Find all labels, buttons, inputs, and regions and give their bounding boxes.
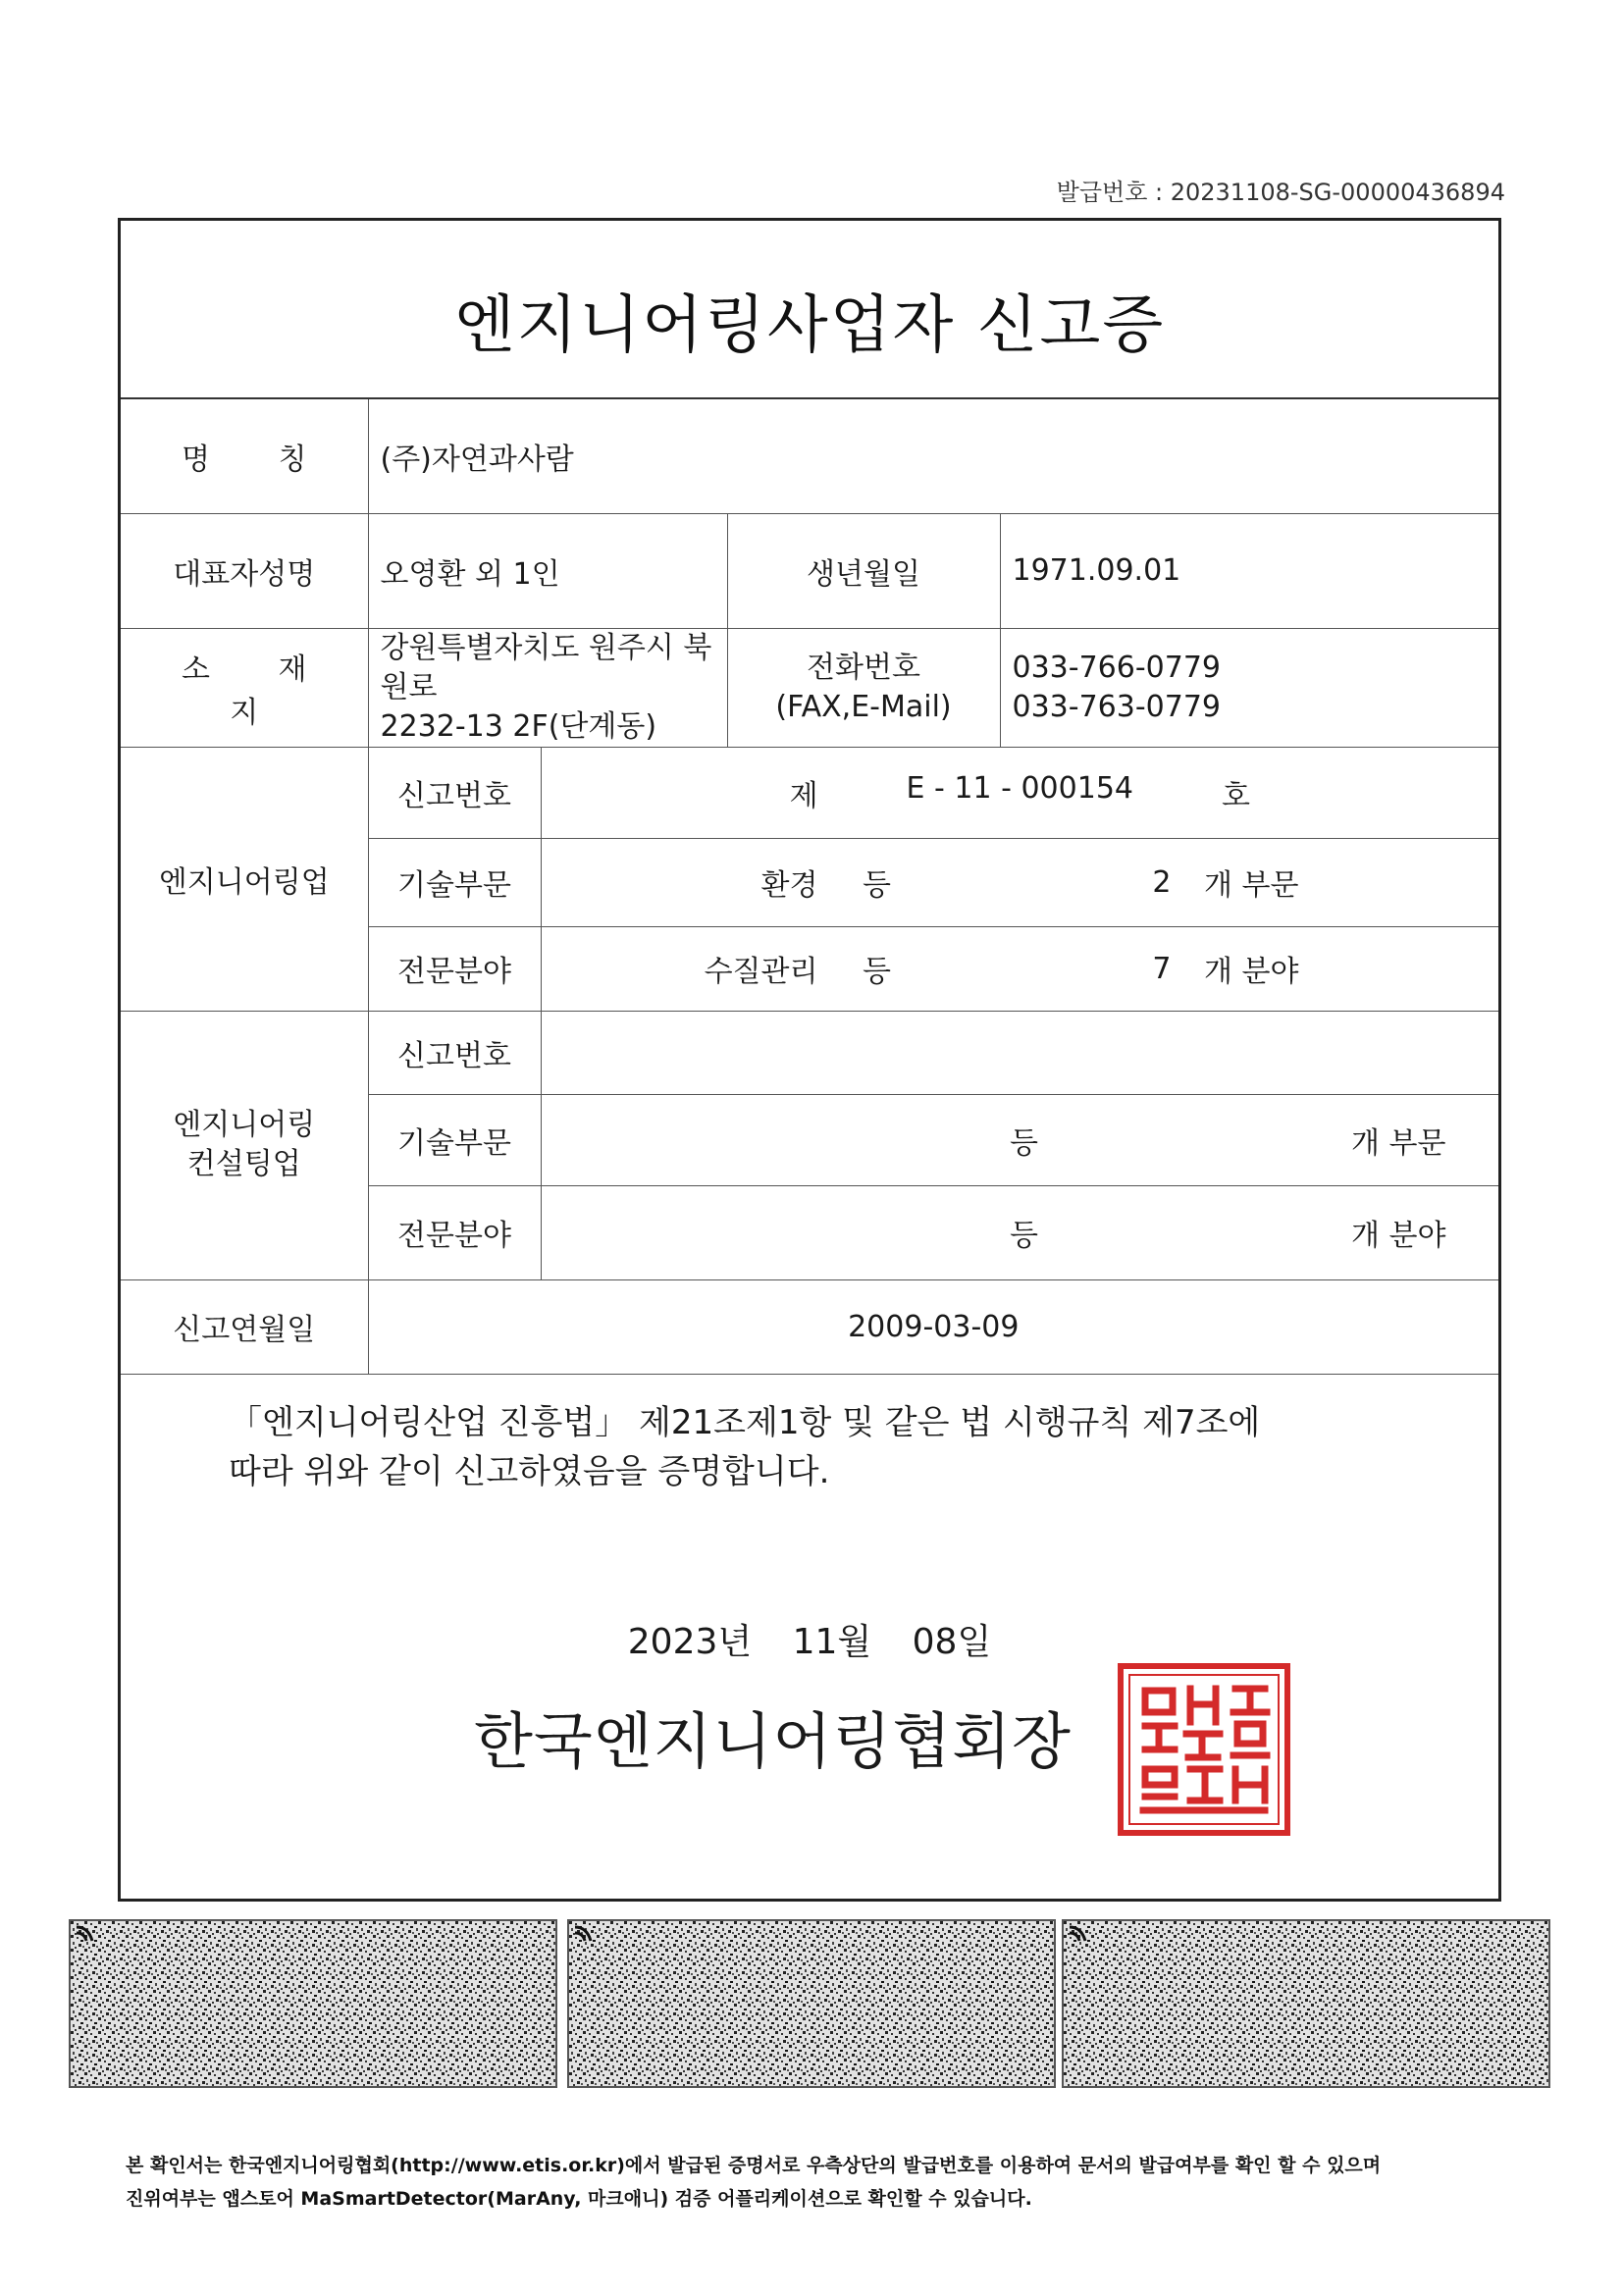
consulting-label <box>121 1011 368 1279</box>
footnote-line1: 본 확인서는 한국엔지니어링협회(http://www.etis.or.kr)에서 발급된 증명서로 우측상단의 발급번호를 이용하여 문서의 발급여부를 확인 할 수 있으며 <box>126 2155 1382 2176</box>
statement-line2: 따라 위와 같이 신고하였음을 증명합니다. <box>229 1452 830 1491</box>
engineering-label: 엔지니어링업 <box>121 747 368 1011</box>
consulting-field-label: 전문분야 <box>368 1185 541 1279</box>
statement-line1: 「엔지니어링산업 진흥법」 제21조제1항 및 같은 법 시행규칙 제7조에 <box>229 1403 1261 1442</box>
phone-line2: 033-763-0779 <box>1012 689 1222 724</box>
phone-label <box>727 628 1000 747</box>
footnote-line2: 진위여부는 앱스토어 MaSmartDetector(MarAny, 마크애니) 검증 어플리케이션으로 확인할 수 있습니다. <box>126 2188 1032 2210</box>
report-date-label: 신고연월일 <box>121 1279 368 1374</box>
consulting-tech-unit: 개 부문 <box>1351 1125 1446 1161</box>
phone-value <box>1000 628 1498 747</box>
phone-label-line1: 전화번호 <box>807 650 920 685</box>
consulting-field-etc: 등 <box>1010 1219 1038 1253</box>
consulting-label-line2: 컨설팅업 <box>186 1147 301 1181</box>
tech-etc: 등 <box>863 868 891 903</box>
engineering-field-value <box>541 926 1498 1011</box>
official-seal-icon <box>1118 1663 1290 1836</box>
phone-label-line2: (FAX,E-Mail) <box>775 689 952 724</box>
report-date-value: 2009-03-09 <box>368 1279 1498 1374</box>
consulting-label-line1: 엔지니어링 <box>173 1108 316 1142</box>
consulting-tech-label: 기술부문 <box>368 1094 541 1185</box>
representative-value: 오영환 외 1인 <box>368 513 727 628</box>
issue-number: 발급번호 : 20231108-SG-00000436894 <box>1056 179 1505 206</box>
consulting-field-unit: 개 분야 <box>1351 1219 1446 1253</box>
birth-value: 1971.09.01 <box>1000 513 1498 628</box>
address-line1: 강원특별자치도 원주시 북원로 <box>380 630 712 704</box>
birth-label: 생년월일 <box>727 513 1000 628</box>
field-etc: 등 <box>863 955 891 989</box>
consulting-reg-label: 신고번호 <box>368 1011 541 1094</box>
reg-number: E - 11 - 000154 <box>906 770 1133 806</box>
field-name: 수질관리 <box>704 955 818 989</box>
address-line2: 2232-13 2F(단계동) <box>380 708 657 744</box>
reg-prefix: 제 <box>789 778 818 813</box>
consulting-tech-etc: 등 <box>1010 1125 1038 1161</box>
tech-name: 환경 <box>760 868 818 903</box>
verification-barcode-1 <box>69 1919 557 2088</box>
certificate-frame <box>118 218 1501 1902</box>
engineering-tech-label: 기술부문 <box>368 838 541 926</box>
address-value <box>368 628 727 747</box>
certificate-table <box>121 397 1498 1375</box>
document-title: 엔지니어링사업자 신고증 <box>453 289 1166 362</box>
representative-label: 대표자성명 <box>121 513 368 628</box>
reg-suffix: 호 <box>1222 778 1250 813</box>
consulting-reg-value <box>541 1011 1498 1094</box>
engineering-reg-value <box>541 747 1498 838</box>
engineering-field-label: 전문분야 <box>368 926 541 1011</box>
field-count: 7 <box>1152 951 1172 986</box>
consulting-field-value <box>541 1185 1498 1279</box>
verification-barcode-3 <box>1062 1919 1550 2088</box>
tech-unit: 개 부문 <box>1204 868 1299 903</box>
engineering-reg-label: 신고번호 <box>368 747 541 838</box>
consulting-tech-value <box>541 1094 1498 1185</box>
name-value: (주)자연과사람 <box>368 398 1498 513</box>
issue-date: 2023년 11월 08일 <box>627 1622 992 1662</box>
location-label: 소 재 지 <box>121 628 368 747</box>
tech-count: 2 <box>1152 864 1172 900</box>
issuer-name: 한국엔지니어링협회장 <box>474 1705 1072 1777</box>
phone-line1: 033-766-0779 <box>1012 650 1222 685</box>
verification-barcode-2 <box>567 1919 1056 2088</box>
name-label: 명 칭 <box>121 398 368 513</box>
certification-statement <box>229 1398 1260 1496</box>
engineering-tech-value <box>541 838 1498 926</box>
verification-footnote <box>126 2149 1381 2216</box>
field-unit: 개 분야 <box>1204 955 1299 989</box>
